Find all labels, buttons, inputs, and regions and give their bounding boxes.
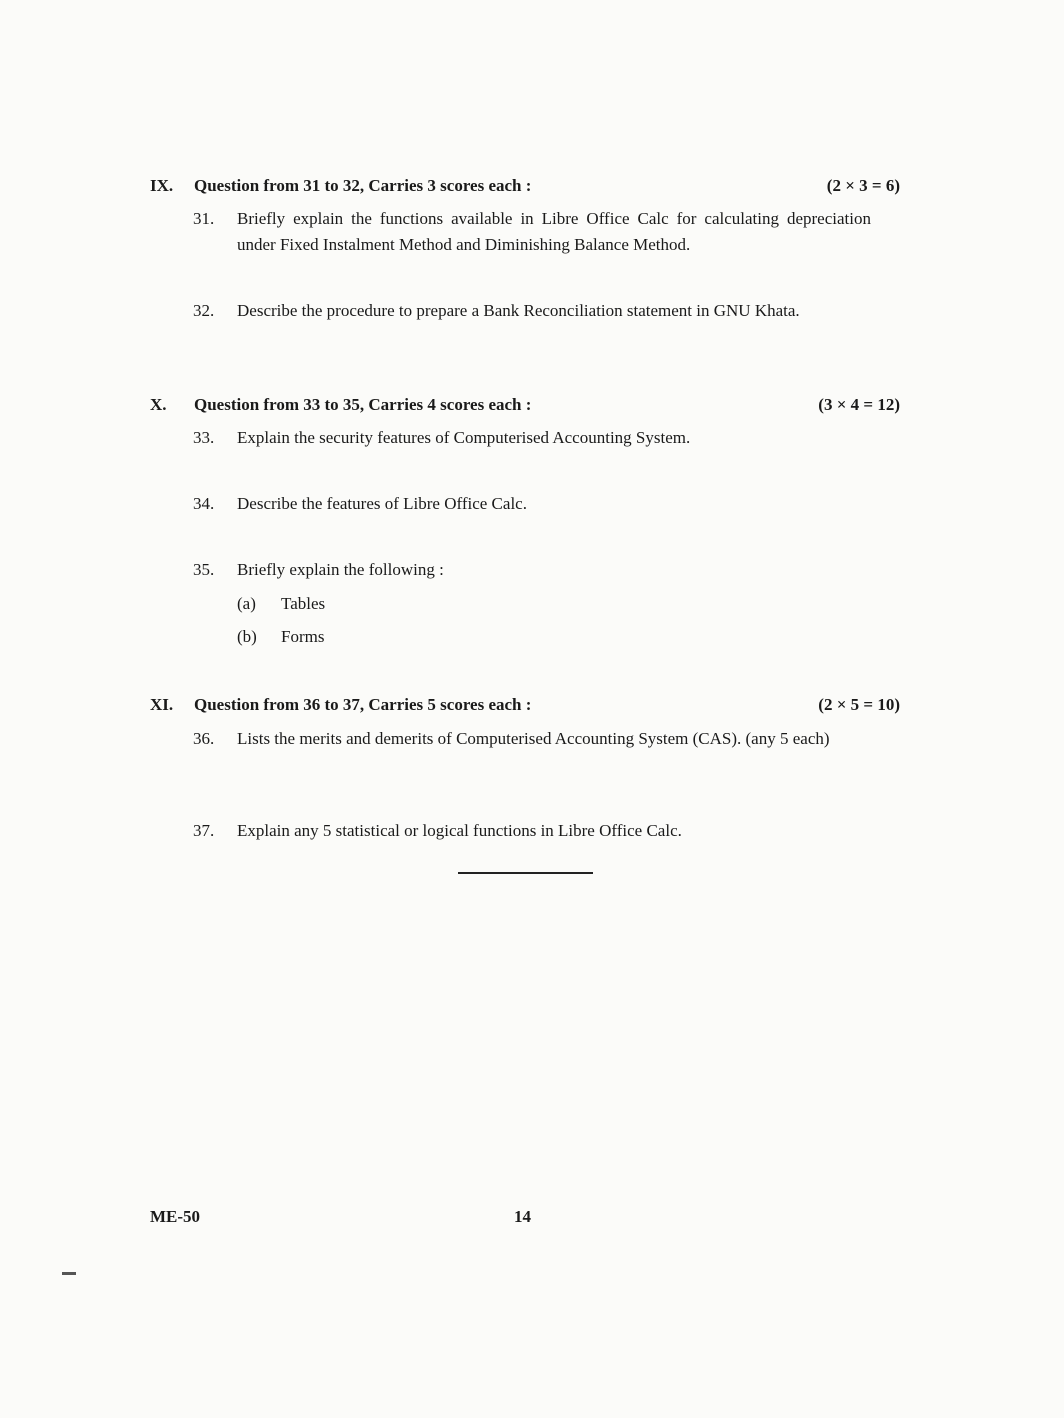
question-number: 32.	[193, 301, 215, 320]
question-number: 37.	[193, 821, 215, 840]
section-number: IX.	[150, 176, 174, 195]
question-text: Explain any 5 statistical or logical functions in Libre Office Calc.	[237, 821, 682, 840]
section-marks: (2 × 5 = 10)	[818, 695, 900, 714]
end-rule	[458, 872, 593, 874]
paper-code: ME-50	[150, 1207, 201, 1226]
question-number: 36.	[193, 729, 215, 748]
question-text: Explain the security features of Computerised Accounting System.	[237, 428, 691, 447]
subitem-label: (a)	[237, 594, 256, 613]
page-number: 14	[514, 1207, 531, 1226]
question-text: Describe the procedure to prepare a Bank Reconciliation statement in GNU Khata.	[237, 301, 800, 320]
question-text: Briefly explain the functions available in Libre Office Calc for calculating depreciation under Fixed Instalment Method and Diminishing Balance Method.	[237, 209, 871, 254]
question-number: 33.	[193, 428, 215, 447]
question-number: 31.	[193, 209, 215, 228]
section-number: X.	[150, 395, 167, 414]
question-number: 35.	[193, 560, 215, 579]
section-title: Question from 31 to 32, Carries 3 scores each :	[194, 176, 532, 195]
section-title: Question from 33 to 35, Carries 4 scores each :	[194, 395, 532, 414]
question-text: Describe the features of Libre Office Calc.	[237, 494, 527, 513]
subitem-text: Tables	[281, 594, 326, 613]
subitem-text: Forms	[281, 627, 325, 646]
margin-mark	[62, 1272, 76, 1275]
section-marks: (3 × 4 = 12)	[818, 395, 900, 414]
section-marks: (2 × 3 = 6)	[826, 176, 900, 195]
section-number: XI.	[150, 695, 174, 714]
question-number: 34.	[193, 494, 215, 513]
question-text: Lists the merits and demerits of Computerised Accounting System (CAS). (any 5 each)	[237, 729, 830, 748]
question-text: Briefly explain the following :	[237, 560, 444, 579]
subitem-label: (b)	[237, 627, 257, 646]
section-title: Question from 36 to 37, Carries 5 scores each :	[194, 695, 532, 714]
